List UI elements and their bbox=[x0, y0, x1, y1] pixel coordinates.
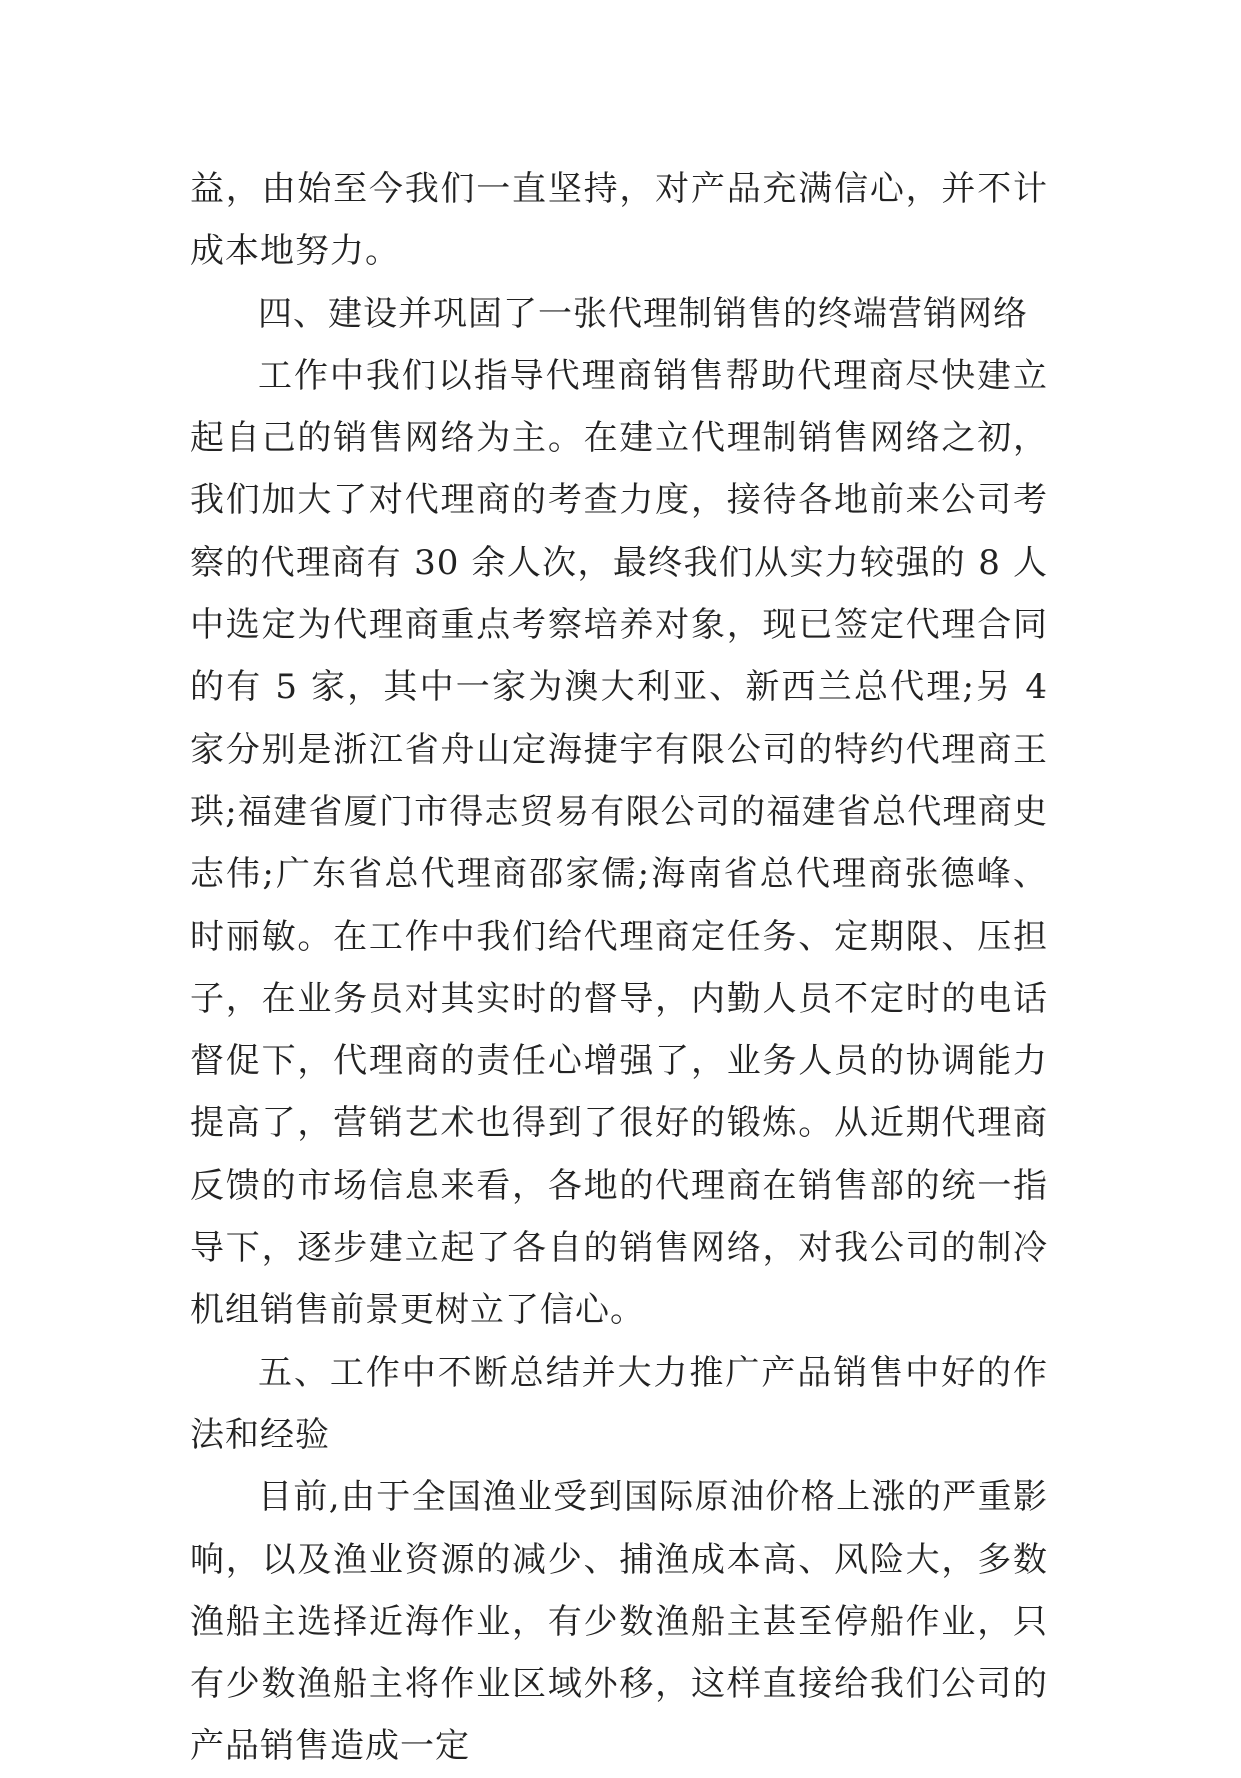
paragraph-fishery-impact: 目前,由于全国渔业受到国际原油价格上涨的严重影响，以及渔业资源的减少、捕渔成本高、风险大，多数渔船主选择近海作业，有少数渔船主甚至停船作业，只有少数渔船主将作业区域外移，这样直接给我们公司的产品销售造成一定 bbox=[190, 1477, 1048, 1767]
section-heading-four: 四、建设并巩固了一张代理制销售的终端营销网络 bbox=[258, 293, 1028, 334]
paragraph-continuation: 益，由始至今我们一直坚持，对产品充满信心，并不计成本地努力。 bbox=[190, 169, 1048, 272]
section-heading-five: 五、工作中不断总结并大力推广产品销售中好的作法和经验 bbox=[190, 1352, 1048, 1455]
document-body bbox=[190, 158, 1048, 1778]
paragraph-agent-network: 工作中我们以指导代理商销售帮助代理商尽快建立起自己的销售网络为主。在建立代理制销售网络之初，我们加大了对代理商的考查力度，接待各地前来公司考察的代理商有 30 余人次，最终我们从实力较强的 8 人中选定为代理商重点考察培养对象，现已签定代理合同的有 5 家，其中一家为澳大利亚、新西兰总代理;另 4 家分别是浙江省舟山定海捷宇有限公司的特约代理商王珙;福建省厦门市得志贸易有限公司的福建省总代理商史志伟;广东省总代理商邵家儒;海南省总代理商张德峰、时丽敏。在工作中我们给代理商定任务、定期限、压担子，在业务员对其实时的督导，内勤人员不定时的电话督促下，代理商的责任心增强了，业务人员的协调能力提高了，营销艺术也得到了很好的锻炼。从近期代理商反馈的市场信息来看，各地的代理商在销售部的统一指导下，逐步建立起了各自的销售网络，对我公司的制冷机组销售前景更树立了信心。 bbox=[190, 355, 1048, 1331]
